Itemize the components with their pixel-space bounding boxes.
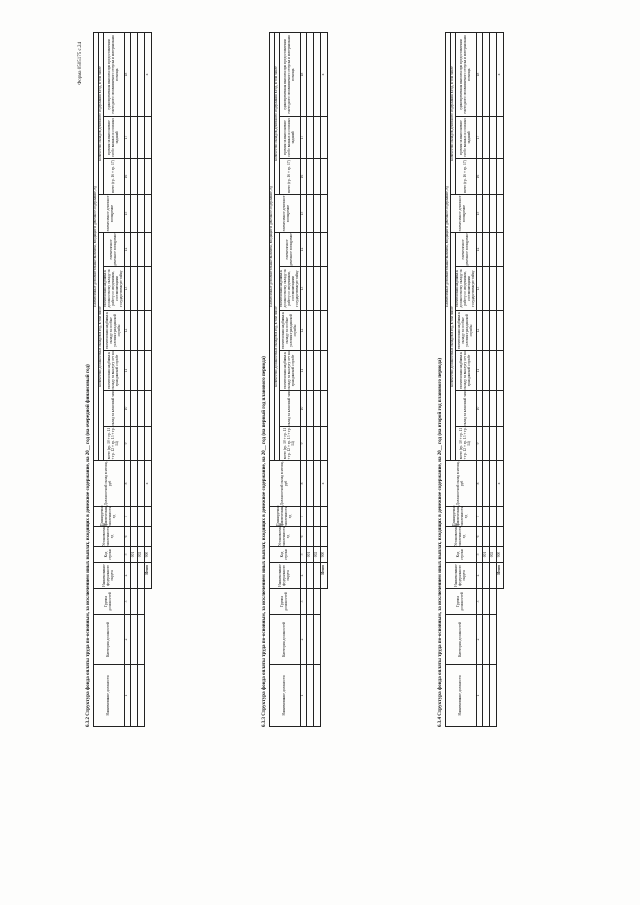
total-row (144, 32, 151, 726)
h-code: Код строки (446, 547, 477, 563)
h-c9: всего (гр. 10 + гр. 11 + гр. 12 + гр. 13 + гр. 14) (279, 427, 300, 461)
col-num: 2 (300, 615, 306, 665)
section-632 (86, 33, 152, 727)
col-num: 5 (476, 547, 482, 563)
h-increases: количество окладов денежного содержания в год, в том числе (274, 32, 279, 194)
h-c10: оклад за классный чин (103, 391, 124, 427)
h-established: Установленная численность, ед (446, 527, 477, 547)
h-c14: ежемесячное денежное поощрение (450, 195, 476, 233)
h-c13b: ежемесячное денежное поощрение (455, 233, 476, 267)
col-num: 10 (300, 391, 306, 427)
h-c12: ежемесячная надбавка к окладу за особые условия гражданской службы (279, 311, 300, 351)
table-row (306, 32, 313, 726)
col-num: 14 (300, 233, 306, 267)
h-c11: ежемесячная надбавка к окладу за выслугу лет на гражданской службе (455, 351, 476, 391)
h-subject: Наименование федерального округа (446, 563, 477, 589)
col-num: 7 (300, 507, 306, 527)
table-row (313, 32, 320, 726)
col-num: 7 (476, 507, 482, 527)
total-label: Итого (320, 563, 327, 589)
col-num: 3 (476, 589, 482, 615)
h-c12: ежемесячная надбавка к окладу за особые условия гражданской службы (103, 311, 124, 351)
x-mark: x (496, 461, 503, 507)
h-actual: Планируемая фактическая численность, ед (446, 507, 477, 527)
total-row (496, 32, 503, 726)
h-c10: оклад за классный чин (279, 391, 300, 427)
table-row (130, 32, 137, 726)
section-title-634: 6.3.4 Структура фонда оплаты труда по-основным, за исключением иных выплат, входящих в денежное содержание, на 20__ год (на второй год планового периода) (438, 357, 443, 727)
h-allowances: количество должностных окладов в год, в том числе (98, 233, 103, 461)
col-num: 15 (300, 195, 306, 233)
col-num: 11 (124, 351, 130, 391)
h-c13: ежемесячная надбавка к должностному окладу за работу со сведениями, составляющими государственную тайну (279, 267, 300, 311)
section-title-632: 6.3.2 Структура фонда оплаты труда по-основным, за исключением иных выплат, входящих в денежное содержание, на 20__ год (на очередной финансовый год) (86, 364, 91, 727)
h-salary: Должностной оклад в месяц, руб (270, 461, 301, 507)
h-group: Группа должностей (270, 589, 301, 615)
col-num: 2 (476, 615, 482, 665)
col-num: 13 (300, 267, 306, 311)
h-payments: Ежемесячные дополнительные выплаты, входящие в денежное содержание, ед (270, 32, 275, 460)
col-num: 9 (476, 427, 482, 461)
section-title-633: 6.3.3 Структура фонда оплаты труда по-основным, за исключением иных выплат, входящих в денежное содержание, на 20__ год (на первый год планового периода) (262, 356, 267, 727)
col-num: 17 (300, 117, 306, 159)
total-code: 900 (320, 547, 327, 563)
col-num: 15 (124, 195, 130, 233)
h-category: Категория должностей (446, 615, 477, 665)
h-increases: количество окладов денежного содержания в год, в том числе (450, 32, 455, 194)
h-allowances: количество должностных окладов в год, в том числе (450, 233, 455, 461)
x-mark: x (144, 32, 151, 116)
x-mark: x (144, 461, 151, 507)
col-num: 7 (124, 507, 130, 527)
col-num: 8 (124, 461, 130, 507)
h-c13b: ежемесячное денежное поощрение (103, 233, 124, 267)
row-code: 002 (137, 547, 144, 563)
col-num: 10 (476, 391, 482, 427)
h-c14: ежемесячное денежное поощрение (274, 195, 300, 233)
col-num: 16 (476, 159, 482, 195)
h-subject: Наименование федерального округа (270, 563, 301, 589)
h-c10: оклад за классный чин (455, 391, 476, 427)
col-num: 1 (300, 665, 306, 727)
table-634 (445, 32, 504, 727)
h-established: Установленная численность, ед (270, 527, 301, 547)
row-code: 002 (489, 547, 496, 563)
h-c15: всего (гр. 16 + гр. 17) (455, 159, 476, 195)
col-num: 18 (300, 32, 306, 116)
col-num: 9 (124, 427, 130, 461)
total-code: 900 (496, 547, 503, 563)
table-row (489, 32, 496, 726)
h-allowances: количество должностных окладов в год, в том числе (274, 233, 279, 461)
col-num: 18 (124, 32, 130, 116)
col-num: 18 (476, 32, 482, 116)
h-c11: ежемесячная надбавка к окладу за выслугу лет на гражданской службе (103, 351, 124, 391)
section-633 (262, 33, 328, 727)
col-num: 6 (300, 527, 306, 547)
h-c15: всего (гр. 16 + гр. 17) (103, 159, 124, 195)
col-num: 4 (476, 563, 482, 589)
h-salary: Должностной оклад в месяц, руб (446, 461, 477, 507)
h-name: Наименование должности (270, 665, 301, 727)
total-label: Итого (144, 563, 151, 589)
col-num: 13 (476, 267, 482, 311)
h-category: Категория должностей (270, 615, 301, 665)
h-c13: ежемесячная надбавка к должностному окладу за работу со сведениями, составляющими государственную тайну (455, 267, 476, 311)
row-code: 001 (482, 547, 489, 563)
h-actual: Планируемая фактическая численность, ед (94, 507, 125, 527)
col-num: 16 (300, 159, 306, 195)
h-payments: Ежемесячные дополнительные выплаты, входящие в денежное содержание, ед (446, 32, 451, 460)
col-num: 4 (124, 563, 130, 589)
h-c17: единовременная выплата при предоставлении ежегодного оплачиваемого отпуска и материальная помощь (103, 32, 124, 116)
col-num: 14 (476, 233, 482, 267)
h-c16: премия за выполнение особо важных и сложных заданий (279, 117, 300, 159)
row-code: 001 (306, 547, 313, 563)
col-num: 11 (476, 351, 482, 391)
section-634 (438, 33, 504, 727)
h-increases: количество окладов денежного содержания в год, в том числе (98, 32, 103, 194)
h-c17: единовременная выплата при предоставлении ежегодного оплачиваемого отпуска и материальная помощь (455, 32, 476, 116)
h-c13b: ежемесячное денежное поощрение (279, 233, 300, 267)
h-c9: всего (гр. 10 + гр. 11 + гр. 12 + гр. 13 + гр. 14) (103, 427, 124, 461)
h-c13: ежемесячная надбавка к должностному окладу за работу со сведениями, составляющими государственную тайну (103, 267, 124, 311)
total-row (320, 32, 327, 726)
col-num: 5 (124, 547, 130, 563)
table-row (482, 32, 489, 726)
row-code: 002 (313, 547, 320, 563)
col-num: 14 (124, 233, 130, 267)
col-num: 6 (124, 527, 130, 547)
h-salary: Должностной оклад в месяц, руб (94, 461, 125, 507)
h-name: Наименование должности (94, 665, 125, 727)
table-633 (269, 32, 328, 727)
col-num: 11 (300, 351, 306, 391)
col-num: 5 (300, 547, 306, 563)
col-num: 1 (124, 665, 130, 727)
h-code: Код строки (94, 547, 125, 563)
h-name: Наименование должности (446, 665, 477, 727)
h-c16: премия за выполнение особо важных и сложных заданий (103, 117, 124, 159)
col-num: 2 (124, 615, 130, 665)
col-num: 8 (300, 461, 306, 507)
col-num: 12 (124, 311, 130, 351)
x-mark: x (320, 461, 327, 507)
col-num: 1 (476, 665, 482, 727)
col-num: 15 (476, 195, 482, 233)
h-c16: премия за выполнение особо важных и сложных заданий (455, 117, 476, 159)
col-num: 8 (476, 461, 482, 507)
table-row (137, 32, 144, 726)
form-code: Форма 0505175 с.24 (78, 42, 83, 85)
col-num: 6 (476, 527, 482, 547)
table-632 (93, 32, 152, 727)
h-subject: Наименование федерального округа (94, 563, 125, 589)
h-c17: единовременная выплата при предоставлении ежегодного оплачиваемого отпуска и материальная помощь (279, 32, 300, 116)
h-payments: Ежемесячные дополнительные выплаты, входящие в денежное содержание, ед (94, 32, 99, 460)
total-code: 900 (144, 547, 151, 563)
h-actual: Планируемая фактическая численность, ед (270, 507, 301, 527)
row-code: 001 (130, 547, 137, 563)
col-num: 3 (124, 589, 130, 615)
h-group: Группа должностей (94, 589, 125, 615)
col-num: 13 (124, 267, 130, 311)
col-num: 10 (124, 391, 130, 427)
col-num: 12 (300, 311, 306, 351)
h-c15: всего (гр. 16 + гр. 17) (279, 159, 300, 195)
h-group: Группа должностей (446, 589, 477, 615)
col-num: 3 (300, 589, 306, 615)
total-label: Итого (496, 563, 503, 589)
h-c9: всего (гр. 10 + гр. 11 + гр. 12 + гр. 13 + гр. 14) (455, 427, 476, 461)
h-category: Категория должностей (94, 615, 125, 665)
col-num: 9 (300, 427, 306, 461)
h-established: Установленная численность, ед (94, 527, 125, 547)
h-code: Код строки (270, 547, 301, 563)
h-c14: ежемесячное денежное поощрение (98, 195, 124, 233)
col-num: 12 (476, 311, 482, 351)
col-num: 16 (124, 159, 130, 195)
x-mark: x (320, 32, 327, 116)
col-num: 17 (476, 117, 482, 159)
h-c12: ежемесячная надбавка к окладу за особые условия гражданской службы (455, 311, 476, 351)
x-mark: x (496, 32, 503, 116)
col-num: 17 (124, 117, 130, 159)
col-num: 4 (300, 563, 306, 589)
h-c11: ежемесячная надбавка к окладу за выслугу лет на гражданской службе (279, 351, 300, 391)
